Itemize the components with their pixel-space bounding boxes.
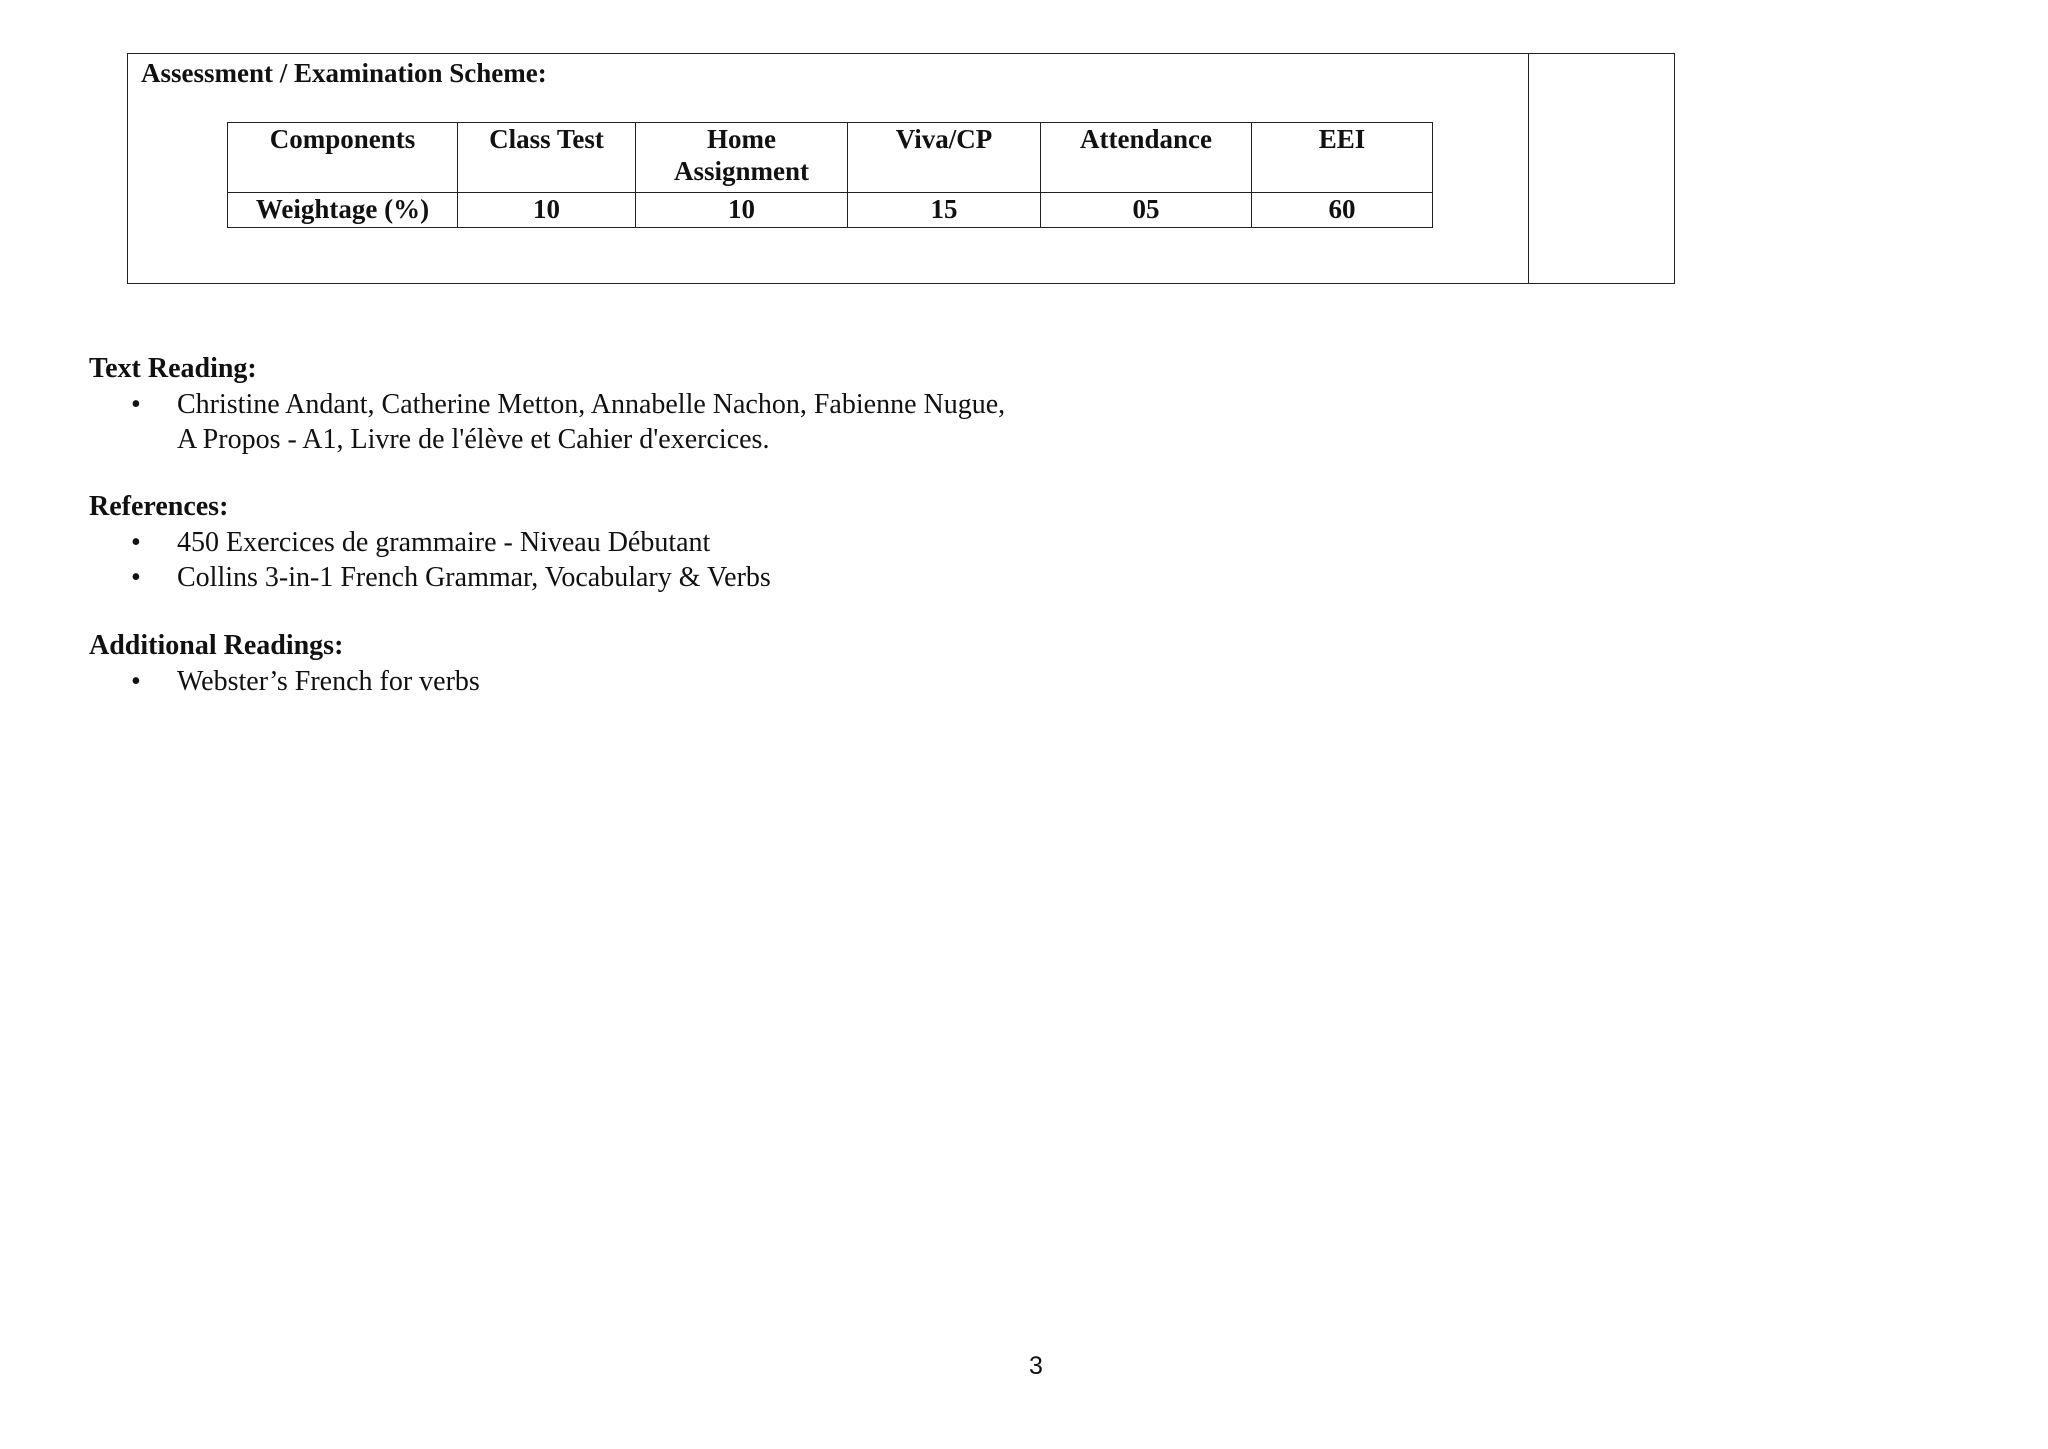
header-class-test: Class Test — [458, 123, 636, 193]
header-attendance: Attendance — [1041, 123, 1252, 193]
bullet-icon: • — [131, 562, 141, 593]
additional-readings-list — [0, 664, 480, 699]
header-viva-cp: Viva/CP — [848, 123, 1041, 193]
bullet-icon: • — [131, 527, 141, 558]
box-divider — [1528, 54, 1529, 283]
table-row — [228, 193, 1433, 228]
value-viva-cp: 15 — [848, 193, 1041, 228]
bullet-icon: • — [131, 389, 141, 420]
additional-reading-item-1: Webster’s French for verbs — [177, 666, 480, 697]
list-item — [0, 387, 1005, 457]
list-item — [0, 560, 771, 595]
assessment-title: Assessment / Examination Scheme: — [141, 58, 547, 88]
reference-item-2: Collins 3-in-1 French Grammar, Vocabulary & Verbs — [177, 562, 771, 593]
references-list — [0, 525, 771, 595]
assessment-table — [227, 122, 1433, 228]
text-reading-line-2: A Propos - A1, Livre de l'élève et Cahier d'exercices. — [177, 424, 770, 455]
header-eei: EEI — [1252, 123, 1433, 193]
page-number: 3 — [1029, 1352, 1043, 1380]
table-header-row — [228, 123, 1433, 193]
bullet-icon: • — [131, 666, 141, 697]
references-heading: References: — [89, 491, 229, 522]
text-reading-heading: Text Reading: — [89, 353, 257, 384]
header-home-assignment: Home Assignment — [636, 123, 848, 193]
header-components: Components — [228, 123, 458, 193]
value-class-test: 10 — [458, 193, 636, 228]
assessment-box — [127, 53, 1675, 284]
value-attendance: 05 — [1041, 193, 1252, 228]
text-reading-line-1: Christine Andant, Catherine Metton, Annabelle Nachon, Fabienne Nugue, — [177, 389, 1006, 420]
additional-readings-heading: Additional Readings: — [89, 630, 344, 661]
list-item — [0, 664, 480, 699]
value-eei: 60 — [1252, 193, 1433, 228]
list-item — [0, 525, 771, 560]
text-reading-list — [0, 387, 1005, 457]
row-label-weightage: Weightage (%) — [228, 193, 458, 228]
reference-item-1: 450 Exercices de grammaire - Niveau Débutant — [177, 527, 711, 558]
value-home-assignment: 10 — [636, 193, 848, 228]
